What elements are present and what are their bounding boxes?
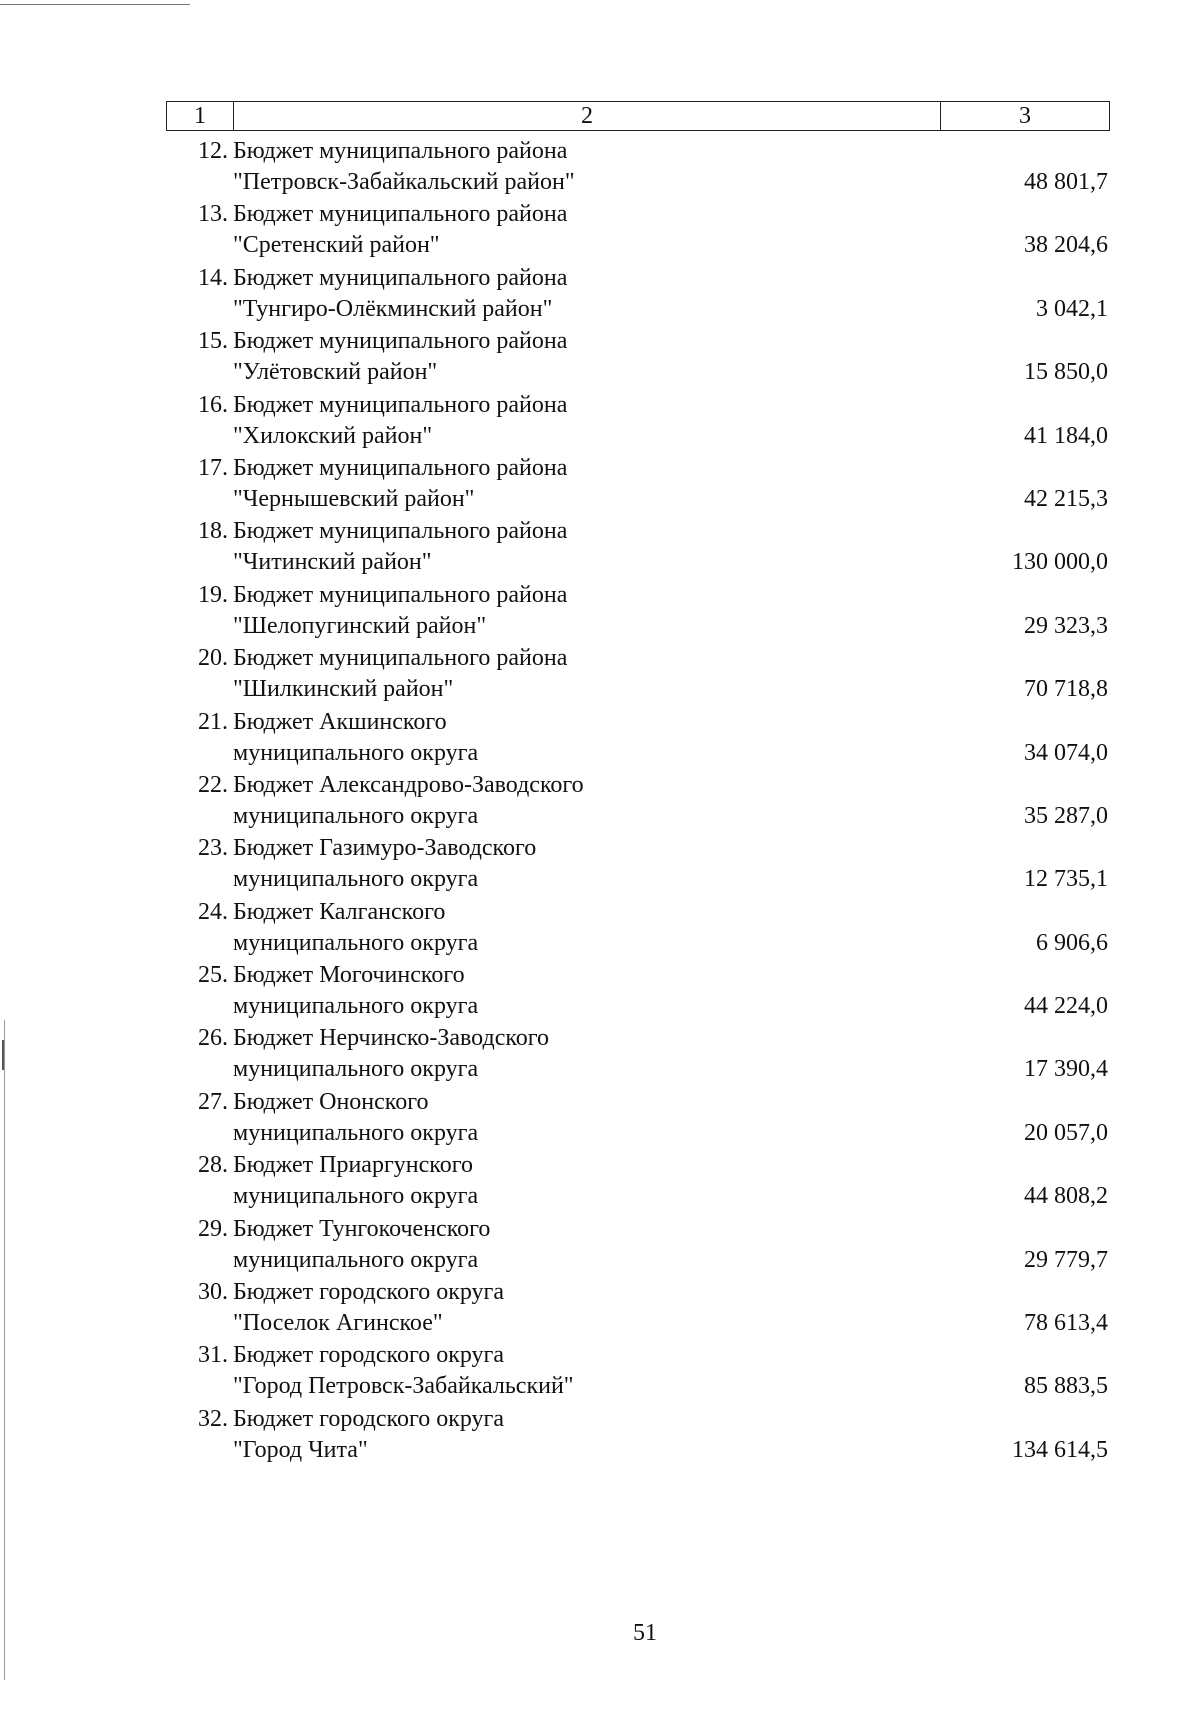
budget-name-line-1: Бюджет муниципального района xyxy=(233,454,568,481)
budget-name-line-1: Бюджет городского округа xyxy=(233,1279,505,1306)
budget-name-line-1: Бюджет Нерчинско-Заводского xyxy=(233,1025,550,1052)
budget-name-line-2: "Поселок Агинское" xyxy=(233,1310,443,1337)
budget-name-line-2: муниципального округа xyxy=(233,1056,479,1083)
budget-name-line-1: Бюджет Акшинского xyxy=(233,708,447,735)
scan-artifact-line xyxy=(0,4,190,5)
budget-name-line-1: Бюджет муниципального района xyxy=(233,201,568,228)
row-amount: 85 883,5 xyxy=(1024,1373,1108,1400)
row-amount: 48 801,7 xyxy=(1024,169,1108,195)
budget-name-line-2: муниципального округа xyxy=(233,993,479,1020)
row-budget-name xyxy=(233,897,793,959)
budget-name-line-1: Бюджет Тунгокоченского xyxy=(233,1215,491,1242)
scan-artifact-mark xyxy=(2,1040,4,1070)
budget-name-line-1: Бюджет Ононского xyxy=(233,1088,429,1115)
row-budget-name xyxy=(233,770,793,832)
table-row xyxy=(166,1209,1110,1272)
row-budget-name xyxy=(233,580,793,642)
budget-name-line-2: муниципального округа xyxy=(233,1183,479,1210)
row-amount: 78 613,4 xyxy=(1024,1310,1108,1337)
row-budget-name xyxy=(233,326,793,388)
row-budget-name xyxy=(233,136,793,198)
table-row xyxy=(166,1399,1110,1462)
row-number: 24. xyxy=(198,898,228,925)
budget-name-line-2: "Тунгиро-Олёкминский район" xyxy=(233,295,553,322)
budget-name-line-2: "Шелопугинский район" xyxy=(233,612,487,639)
row-amount: 42 215,3 xyxy=(1024,485,1108,512)
row-budget-name xyxy=(233,643,793,705)
row-number: 29. xyxy=(198,1215,228,1242)
budget-name-line-1: Бюджет муниципального района xyxy=(233,328,568,355)
budget-name-line-2: муниципального округа xyxy=(233,929,479,956)
table-row xyxy=(166,765,1110,828)
row-number: 22. xyxy=(198,771,228,798)
budget-name-line-1: Бюджет муниципального района xyxy=(233,645,568,672)
scan-artifact-margin-line xyxy=(4,1020,5,1680)
row-number: 32. xyxy=(198,1405,228,1432)
budget-name-line-2: муниципального округа xyxy=(233,1119,479,1146)
row-number: 30. xyxy=(198,1279,228,1306)
row-amount: 15 850,0 xyxy=(1024,359,1108,386)
budget-name-line-2: "Улётовский район" xyxy=(233,359,438,386)
budget-name-line-1: Бюджет городского округа xyxy=(233,1342,505,1369)
column-header-number: 1 xyxy=(167,102,234,130)
row-budget-name xyxy=(233,1023,793,1085)
row-budget-name xyxy=(233,263,793,325)
row-number: 19. xyxy=(198,581,228,608)
row-amount: 3 042,1 xyxy=(1036,295,1108,322)
budget-name-line-2: "Читинский район" xyxy=(233,549,432,576)
row-amount: 17 390,4 xyxy=(1024,1056,1108,1083)
row-amount: 29 323,3 xyxy=(1024,612,1108,639)
column-header-name: 2 xyxy=(234,102,941,130)
row-number: 31. xyxy=(198,1342,228,1369)
budget-name-line-1: Бюджет Калганского xyxy=(233,898,446,925)
table-row xyxy=(166,1335,1110,1398)
table-row xyxy=(166,385,1110,448)
table-body xyxy=(166,131,1110,1462)
row-number: 25. xyxy=(198,962,228,989)
budget-name-line-2: "Чернышевский район" xyxy=(233,485,475,512)
row-budget-name xyxy=(233,1277,793,1339)
table-row xyxy=(166,511,1110,574)
row-budget-name xyxy=(233,1340,793,1402)
row-number: 28. xyxy=(198,1152,228,1179)
budget-name-line-1: Бюджет муниципального района xyxy=(233,138,568,164)
row-budget-name xyxy=(233,1150,793,1212)
table-row xyxy=(166,955,1110,1018)
budget-name-line-1: Бюджет Газимуро-Заводского xyxy=(233,835,537,862)
row-amount: 130 000,0 xyxy=(1012,549,1108,576)
table-row xyxy=(166,828,1110,891)
table-row xyxy=(166,1145,1110,1208)
row-number: 18. xyxy=(198,518,228,545)
row-number: 20. xyxy=(198,645,228,672)
row-budget-name xyxy=(233,199,793,261)
table-row xyxy=(166,575,1110,638)
page-number: 51 xyxy=(633,1620,657,1646)
table-row xyxy=(166,1272,1110,1335)
row-number: 21. xyxy=(198,708,228,735)
budget-name-line-1: Бюджет муниципального района xyxy=(233,518,568,545)
row-amount: 12 735,1 xyxy=(1024,866,1108,893)
row-budget-name xyxy=(233,707,793,769)
row-amount: 41 184,0 xyxy=(1024,422,1108,449)
table-row xyxy=(166,448,1110,511)
row-budget-name xyxy=(233,390,793,452)
row-number: 23. xyxy=(198,835,228,862)
budget-name-line-2: муниципального округа xyxy=(233,802,479,829)
budget-name-line-1: Бюджет Могочинского xyxy=(233,962,465,989)
table-row xyxy=(166,1082,1110,1145)
table-row xyxy=(166,321,1110,384)
row-amount: 35 287,0 xyxy=(1024,802,1108,829)
row-amount: 70 718,8 xyxy=(1024,676,1108,703)
row-budget-name xyxy=(233,516,793,578)
budget-name-line-2: "Город Петровск-Забайкальский" xyxy=(233,1373,574,1400)
budget-name-line-2: "Город Чита" xyxy=(233,1436,368,1463)
table-row xyxy=(166,702,1110,765)
row-number: 16. xyxy=(198,391,228,418)
budget-name-line-2: "Сретенский район" xyxy=(233,232,440,259)
row-number: 13. xyxy=(198,201,228,228)
row-amount: 134 614,5 xyxy=(1012,1436,1108,1463)
table-header-row xyxy=(166,101,1110,131)
table-row xyxy=(166,194,1110,257)
table-row xyxy=(166,892,1110,955)
row-budget-name xyxy=(233,453,793,515)
column-header-amount: 3 xyxy=(1019,102,1031,129)
row-number: 27. xyxy=(198,1088,228,1115)
table-row xyxy=(166,1018,1110,1081)
row-budget-name xyxy=(233,1214,793,1276)
row-number: 14. xyxy=(198,264,228,291)
budget-name-line-1: Бюджет Александрово-Заводского xyxy=(233,771,584,798)
budget-name-line-1: Бюджет муниципального района xyxy=(233,581,568,608)
row-budget-name xyxy=(233,833,793,895)
row-number: 15. xyxy=(198,328,228,355)
budget-name-line-1: Бюджет городского округа xyxy=(233,1405,505,1432)
budget-name-line-2: муниципального округа xyxy=(233,866,479,893)
row-budget-name xyxy=(233,960,793,1022)
row-amount: 20 057,0 xyxy=(1024,1119,1108,1146)
row-budget-name xyxy=(233,1087,793,1149)
budget-name-line-1: Бюджет Приаргунского xyxy=(233,1152,473,1179)
row-budget-name xyxy=(233,1404,793,1466)
row-amount: 6 906,6 xyxy=(1036,929,1108,956)
row-amount: 38 204,6 xyxy=(1024,232,1108,259)
row-number: 17. xyxy=(198,454,228,481)
budget-name-line-2: муниципального округа xyxy=(233,1246,479,1273)
budget-name-line-2: "Хилокский район" xyxy=(233,422,433,449)
row-amount: 44 224,0 xyxy=(1024,993,1108,1020)
row-amount: 34 074,0 xyxy=(1024,739,1108,766)
budget-name-line-2: "Шилкинский район" xyxy=(233,676,454,703)
budget-name-line-1: Бюджет муниципального района xyxy=(233,264,568,291)
table-row xyxy=(166,258,1110,321)
budget-name-line-2: "Петровск-Забайкальский район" xyxy=(233,169,575,195)
row-number: 26. xyxy=(198,1025,228,1052)
table-row xyxy=(166,131,1110,194)
row-amount: 44 808,2 xyxy=(1024,1183,1108,1210)
row-number: 12. xyxy=(198,138,228,164)
table-row xyxy=(166,638,1110,701)
row-amount: 29 779,7 xyxy=(1024,1246,1108,1273)
budget-name-line-2: муниципального округа xyxy=(233,739,479,766)
budget-name-line-1: Бюджет муниципального района xyxy=(233,391,568,418)
